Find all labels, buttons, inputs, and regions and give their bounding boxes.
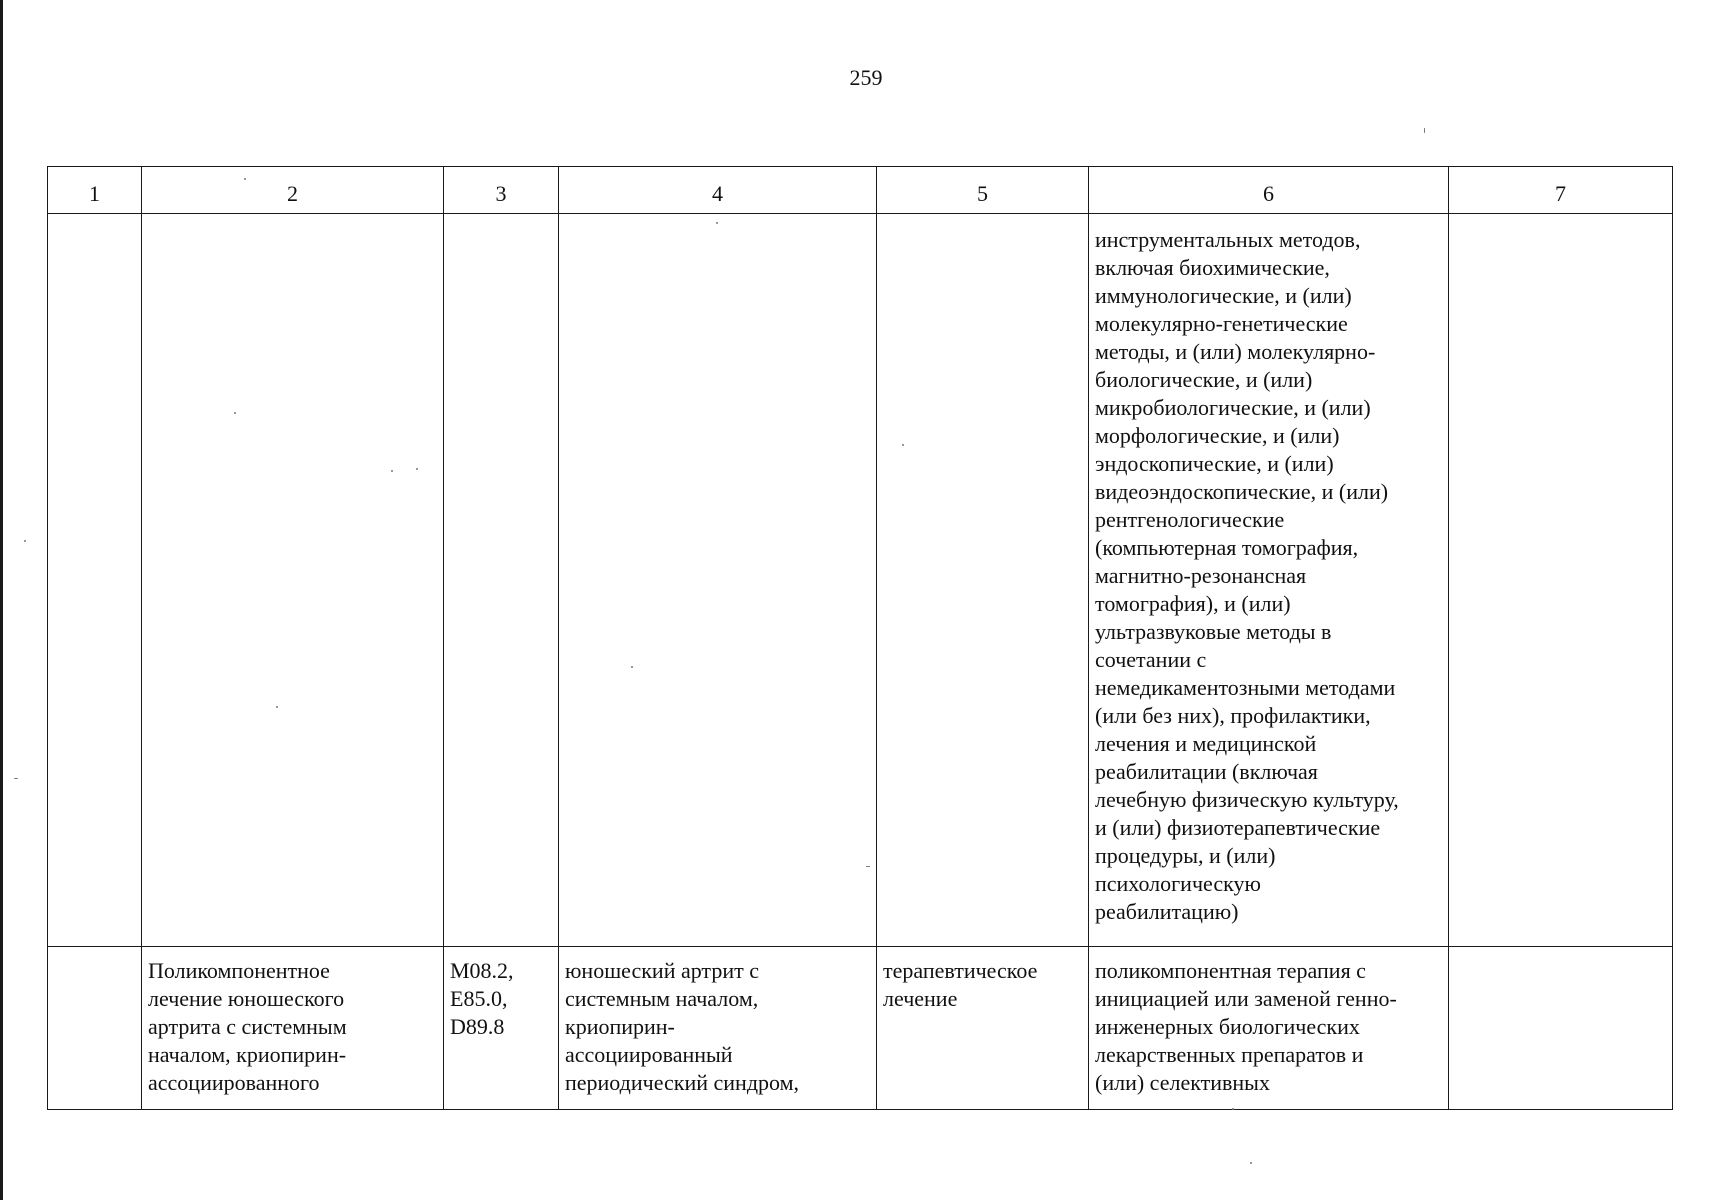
column-header-6: 6 [1089, 167, 1449, 214]
column-header-5: 5 [877, 167, 1089, 214]
cell-number [48, 947, 142, 1110]
column-header-7: 7 [1449, 167, 1673, 214]
scan-speck [416, 468, 418, 470]
cell-cost [1449, 947, 1673, 1110]
scan-speck [631, 666, 633, 668]
scan-speck [391, 470, 393, 472]
scan-speck [234, 412, 236, 414]
scan-speck [14, 778, 18, 779]
column-header-1: 1 [48, 167, 142, 214]
cell-treatment-type: терапевтическое лечение [877, 947, 1089, 1110]
scan-speck [716, 222, 718, 224]
cell-treatment-method: поликомпонентная терапия с инициацией или заменой генно- инженерных биологических лекарственных препаратов и (или) селективных [1089, 947, 1449, 1110]
column-header-2: 2 [142, 167, 444, 214]
table-container [47, 166, 1672, 1110]
scan-speck [902, 444, 904, 446]
table-row [48, 947, 1673, 1110]
scan-speck [1424, 128, 1425, 133]
scan-speck [276, 706, 278, 708]
scan-speck [1250, 1162, 1252, 1164]
scan-speck [24, 540, 26, 542]
cell-care-type [142, 214, 444, 947]
cell-care-type: Поликомпонентное лечение юношеского артрита с системным началом, криопирин- ассоциированного [142, 947, 444, 1110]
cell-patient-model [559, 214, 877, 947]
scan-speck [1232, 1108, 1234, 1110]
scan-edge [0, 0, 3, 1200]
table-row-continued [48, 214, 1673, 947]
cell-treatment-type [877, 214, 1089, 947]
column-header-3: 3 [444, 167, 559, 214]
cell-patient-model: юношеский артрит с системным началом, криопирин- ассоциированный периодический синдром, [559, 947, 877, 1110]
cell-cost [1449, 214, 1673, 947]
cell-icd-codes: M08.2, E85.0, D89.8 [444, 947, 559, 1110]
column-header-4: 4 [559, 167, 877, 214]
scan-speck [866, 866, 870, 867]
cell-treatment-method: инструментальных методов, включая биохимические, иммунологические, и (или) молекулярно-генетические методы, и (или) молекулярно- биологические, и (или) микробиологические, и (или) морфологические, и (или) эндоскопические, и (или) видеоэндоскопические, и (или) рентгенологические (компьютерная томография, магнитно-резонансная томография), и (или) ультразвуковые методы в сочетании с немедикаментозными методами (или без них), профилактики, лечения и медицинской реабилитации (включая лечебную физическую культуру, и (или) физиотерапевтические процедуры, и (или) психологическую реабилитацию) [1089, 214, 1449, 947]
standards-table [47, 166, 1673, 1110]
page-number: 259 [849, 65, 883, 90]
cell-icd-codes [444, 214, 559, 947]
scan-speck [244, 178, 246, 180]
header-row [48, 167, 1673, 214]
cell-number [48, 214, 142, 947]
